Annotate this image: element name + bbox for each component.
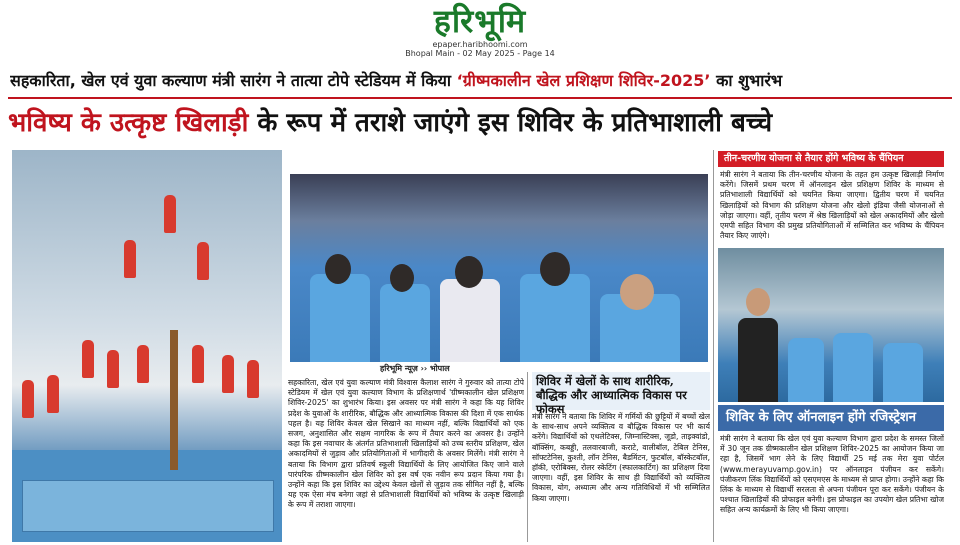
photo-figure <box>520 274 590 362</box>
headline-black: के रूप में तराशे जाएंगे इस शिविर के प्रतिभाशाली बच्चे <box>257 108 773 138</box>
headline-red: भविष्य के उत्कृष्ट खिलाड़ी <box>8 108 249 138</box>
photo-figure <box>620 274 654 310</box>
kicker-line <box>10 66 950 96</box>
photo-figure <box>82 340 94 378</box>
photo-figure <box>540 252 570 286</box>
column-divider <box>527 372 528 542</box>
masthead <box>0 0 960 58</box>
photo-figure <box>137 345 149 383</box>
photo-figure <box>47 375 59 413</box>
photo-pole <box>170 330 178 470</box>
edition-date: Bhopal Main - 02 May 2025 - Page 14 <box>405 49 555 58</box>
photo-mat <box>22 480 274 532</box>
newspaper-logo: हरिभूमि <box>433 2 527 40</box>
sidebar-heading-2: शिविर के लिए ऑनलाइन होंगे रजिस्ट्रेशन <box>718 405 944 431</box>
column-divider <box>713 150 714 542</box>
subheading: शिविर में खेलों के साथ शारीरिक, बौद्धिक और आध्यात्मिक विकास पर फोकस <box>532 372 710 410</box>
photo-figure <box>164 195 176 233</box>
photo-figure <box>197 242 209 280</box>
photo-figure <box>833 333 873 402</box>
gymnastics-photo <box>12 150 282 542</box>
photo-figure <box>738 318 778 402</box>
main-headline <box>8 103 952 143</box>
divider <box>8 97 952 99</box>
photo-figure <box>310 274 370 362</box>
sub-article-body: मंत्री सारंग ने बताया कि शिविर में गर्मियों की छुट्टियों में बच्चों खेल के साथ-साथ अपने व्यक्तित्व व बौद्धिक विकास पर भी कार्य करेंगे। विद्यार्थियों को एथलेटिक्स, जिम्नास्टिक्स, जूडो, ताइक्वांडो, बॉक्सिंग, कबड्डी, तलवारबाजी, कराटे, वालीबॉल, टेबिल टेनिस, सॉफ्टटेनिस, कुश्ती, लॉन टेनिस, बैडमिंटन, फुटबॉल, बॉस्केटबॉल, हॉकी, एरोबिक्स, रोलर स्केटिंग (स्फालकार्टिग) का प्रशिक्षण दिया जाएगा। वहीं, इस शिविर के साथ ही विद्यार्थियों को व्यक्तित्व विकास, योग, अध्यात्म और अन्य गतिविधियों में भी सम्मिलित किया जाएगा। <box>532 412 710 503</box>
photo-figure <box>440 279 500 362</box>
photo-figure <box>107 350 119 388</box>
article-body: सहकारिता, खेल एवं युवा कल्याण मंत्री विश्वास कैलाश सारंग ने गुरुवार को तात्या टोपे स्टेडियम में खेल एवं युवा कल्याण विभाग के प्रशिक्षणार्थ 'ग्रीष्मकालीन खेल प्रशिक्षण शिविर-2025' का शुभारंभ किया। इस अवसर पर मंत्री सारंग ने कहा कि यह शिविर प्रदेश के युवाओं के शारीरिक, बौद्धिक और आध्यात्मिक विकास की दिशा में एक सार्थक पहल है। यह शिविर केवल खेल सिखाने का माध्यम नहीं, बल्कि विद्यार्थियों को एक सजग, अनुशासित और सक्षम नागरिक के रूप में तैयार करने का अवसर है। उन्होंने कहा कि इस नवाचार के अंतर्गत प्रतिभाशाली खिलाड़ियों को उच्च स्तरीय प्रशिक्षण, खेल अकादमियों से जुड़ाव और प्रतियोगिताओं में भागीदारी के अवसर मिलेंगे। मंत्री सारंग ने बताया कि विभाग द्वारा प्रतिवर्ष स्कूली विद्यार्थियों के लिए आयोजित किए जाने वाले पारंपरिक ग्रीष्मकालीन खेल शिविर को इस वर्ष एक नवीन रूप प्रदान किया गया है। उन्होंने कहा कि इस शिविर का उद्देश्य केवल खेलों से जुड़ाव तक सीमित नहीं है, बल्कि यह एक ऐसा मंच बनेगा जहां से प्रतिभाशाली विद्यार्थियों को भविष्य के उत्कृष्ट खिलाड़ी के रूप में तराशा जाएगा। <box>288 378 524 510</box>
kicker-tail: का शुभारंभ <box>716 71 783 90</box>
photo-figure <box>455 256 483 288</box>
crowd-photo <box>290 174 708 362</box>
photo-figure <box>390 264 414 292</box>
photo-figure <box>788 338 824 402</box>
minister-photo <box>718 248 944 402</box>
photo-figure <box>325 254 351 284</box>
photo-figure <box>247 360 259 398</box>
photo-figure <box>192 345 204 383</box>
sidebar-heading-1: तीन-चरणीय योजना से तैयार होंगे भविष्य के चैंपियन <box>718 151 944 167</box>
edition-info <box>380 40 580 58</box>
photo-figure <box>222 355 234 393</box>
sidebar-body-1: मंत्री सारंग ने बताया कि तीन-चरणीय योजना के तहत हम उत्कृष्ट खिलाड़ी निर्माण करेंगे। जिसमें प्रथम चरण में ऑनलाइन खेल प्रशिक्षण शिविर के माध्यम से प्रतिभाशाली विद्यार्थियों को चयनित किया जाएगा। द्वितीय चरण में चयनित खिलाड़ियों को विभाग की प्रशिक्षण योजना और खेलो इंडिया जैसी योजनाओं से जोड़ा जाएगा। वहीं, तृतीय चरण में श्रेष्ठ खिलाड़ियों को खेल अकादमियों और खेलो एमपी सहित विभाग की प्रमुख प्रतियोगिताओं में सम्मिलित कर भविष्य के चैंपियन तैयार किए जाएंगे। <box>720 170 944 241</box>
site-url[interactable]: epaper.haribhoomi.com <box>432 40 528 49</box>
photo-figure <box>380 284 430 362</box>
photo-figure <box>746 288 770 316</box>
sidebar-body-2: मंत्री सारंग ने बताया कि खेल एवं युवा कल्याण विभाग द्वारा प्रदेश के समस्त जिलों में 30 जून तक ग्रीष्मकालीन खेल प्रशिक्षण शिविर-2025 का आयोजन किया जा रहा है, जिसमें भाग लेने के लिए विद्यार्थी 25 मई तक मेरा युवा पोर्टल (www.merayuvamp.gov.in) पर ऑनलाइन पंजीयन कर सकेंगे। पंजीकरण लिंक विद्यार्थियों को एसएमएस के माध्यम से प्राप्त होगा। उन्होंने कहा कि लिंक के माध्यम से विद्यार्थी सरलता से अपना पंजीयन पूरा कर सकेंगे। पंजीयन के पश्चात खिलाड़ियों की प्रोफाइल बनेगी। इस प्रोफाइल का उपयोग खेल प्रतिभा खोज सहित अन्य कार्यक्रमों के लिए भी किया जाएगा। <box>720 434 944 515</box>
photo-figure <box>22 380 34 418</box>
photo-figure <box>124 240 136 278</box>
kicker-lead: सहकारिता, खेल एवं युवा कल्याण मंत्री सारंग ने तात्या टोपे स्टेडियम में किया <box>10 71 452 90</box>
photo-caption: हरिभूमि न्यूज़ ›› भोपाल <box>380 364 450 373</box>
photo-figure <box>883 343 923 402</box>
kicker-highlight: ‘ग्रीष्मकालीन खेल प्रशिक्षण शिविर-2025’ <box>456 71 711 90</box>
